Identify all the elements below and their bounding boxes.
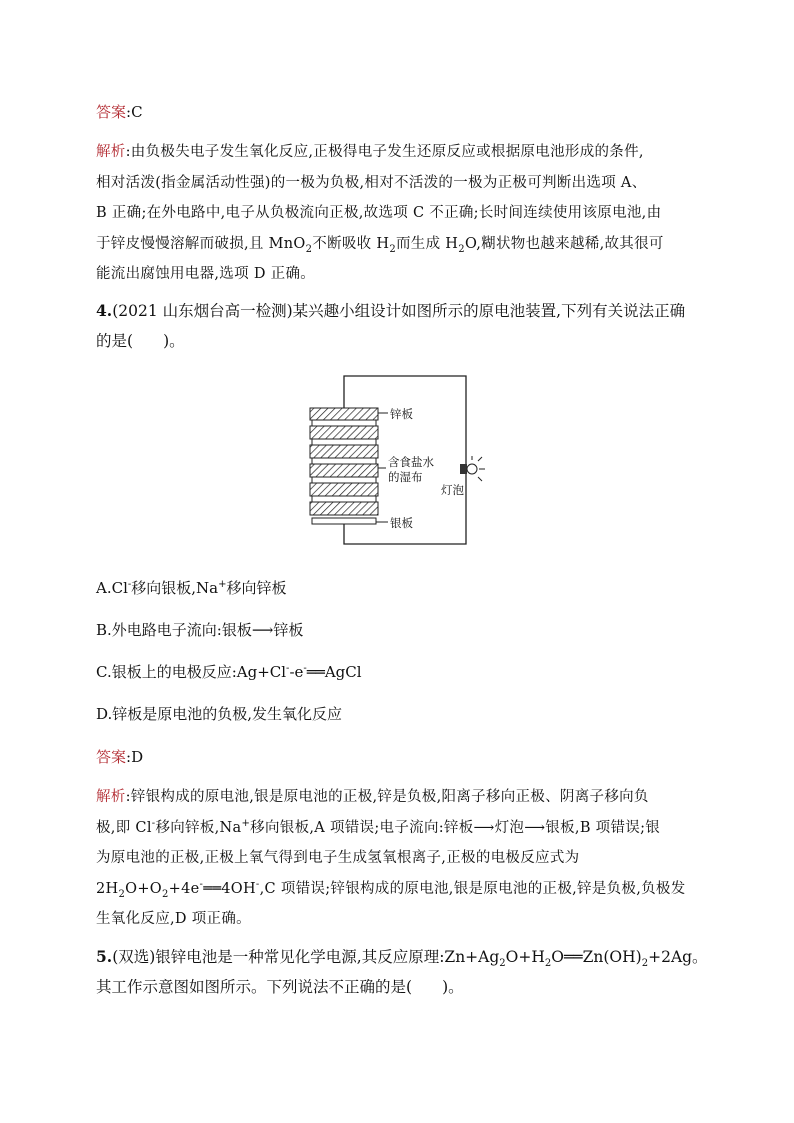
explanation-line: 为原电池的正极,正极上氧气得到电子生成氢氧根离子,正极的电极反应式为 bbox=[96, 850, 580, 866]
arrow-icon: ⟶ bbox=[251, 621, 274, 639]
bulb-icon bbox=[460, 456, 485, 481]
cloth-label: 的湿布 bbox=[388, 470, 423, 484]
zinc-plate bbox=[310, 445, 378, 458]
explanation-label: 解析 bbox=[96, 144, 126, 160]
answer-value: :C bbox=[126, 103, 143, 121]
answer-value: :D bbox=[126, 748, 144, 766]
battery-diagram bbox=[300, 372, 490, 550]
silver-plate bbox=[312, 518, 376, 524]
question-number: 5. bbox=[96, 947, 113, 966]
explanation-line: 生氧化反应,D 项正确。 bbox=[96, 911, 251, 927]
zinc-plate bbox=[310, 502, 378, 515]
answer-label: 答案 bbox=[96, 748, 127, 766]
zinc-label: 锌板 bbox=[390, 407, 413, 421]
bulb-label: 灯泡 bbox=[441, 483, 464, 497]
silver-plate bbox=[312, 439, 376, 445]
question-number: 4. bbox=[96, 301, 113, 320]
option-a: A.Cl-移向银板,Na+移向锌板 bbox=[96, 579, 287, 597]
option-c: C.银板上的电极反应:Ag+Cl--e-══AgCl bbox=[96, 663, 362, 681]
zinc-plate bbox=[310, 408, 378, 420]
explanation-block bbox=[96, 137, 716, 290]
option-b: B.外电路电子流向:银板⟶锌板 bbox=[96, 621, 304, 639]
explanation-label: 解析 bbox=[96, 789, 126, 805]
explanation-line: B 正确;在外电路中,电子从负极流向正极,故选项 C 不正确;长时间连续使用该原电池,由 bbox=[96, 205, 662, 221]
silver-plate bbox=[312, 420, 376, 426]
zinc-plate bbox=[310, 464, 378, 477]
question-4: 4.(2021 山东烟台高一检测)某兴趣小组设计如图所示的原电池装置,下列有关说法正确 的是( )。 bbox=[96, 301, 686, 350]
option-d: D.锌板是原电池的负极,发生氧化反应 bbox=[96, 705, 343, 723]
explanation-line: 解析:锌银构成的原电池,银是原电池的正极,锌是负极,阳离子移向正极、阴离子移向负 bbox=[96, 789, 649, 805]
silver-plate bbox=[312, 496, 376, 502]
explanation-line: 解析:由负极失电子发生氧化反应,正极得电子发生还原反应或根据原电池形成的条件, bbox=[96, 144, 644, 160]
explanation-line: 相对活泼(指金属活动性强)的一极为负极,相对不活泼的一极为正极可判断出选项 A、 bbox=[96, 174, 647, 191]
plate-stack bbox=[310, 408, 378, 524]
silver-plate bbox=[312, 458, 376, 464]
explanation-line: 极,即 Cl-移向锌板,Na+移向银板,A 项错误;电子流向:锌板⟶灯泡⟶银板,B 项错误;银 bbox=[96, 817, 661, 836]
question-text: (2021 山东烟台高一检测)某兴趣小组设计如图所示的原电池装置,下列有关说法正确 bbox=[112, 302, 686, 320]
silver-label: 银板 bbox=[390, 516, 413, 530]
explanation-block bbox=[96, 782, 716, 935]
question-5: 5.(双选)银锌电池是一种常见化学电源,其反应原理$:Zn+Ag_2O+H_2O══Zn(OH)_2+2Ag$。 其工作示意图如图所示。下列说法不正确的是( )。 bbox=[96, 947, 708, 996]
answer-line bbox=[96, 746, 143, 767]
zinc-plate bbox=[310, 483, 378, 496]
explanation-line: 能流出腐蚀用电器,选项 D 正确。 bbox=[96, 266, 316, 282]
silver-plate bbox=[312, 477, 376, 483]
answer-label: 答案 bbox=[96, 103, 127, 121]
zinc-plate bbox=[310, 426, 378, 439]
cloth-label: 含食盐水 bbox=[388, 455, 434, 469]
explanation-line: $2H_2O+O_2+4e^-══4OH^-,C$ 项错误;锌银构成的原电池,银是原电池的正极,锌是负极,负极发 bbox=[96, 878, 686, 900]
answer-line bbox=[96, 101, 143, 122]
explanation-line: 于锌皮慢慢溶解而破损,且 MnO$_2$不断吸收 $H_2$而生成 $H_2O$,糊状物也越来越稀,故其很可 bbox=[96, 235, 664, 255]
